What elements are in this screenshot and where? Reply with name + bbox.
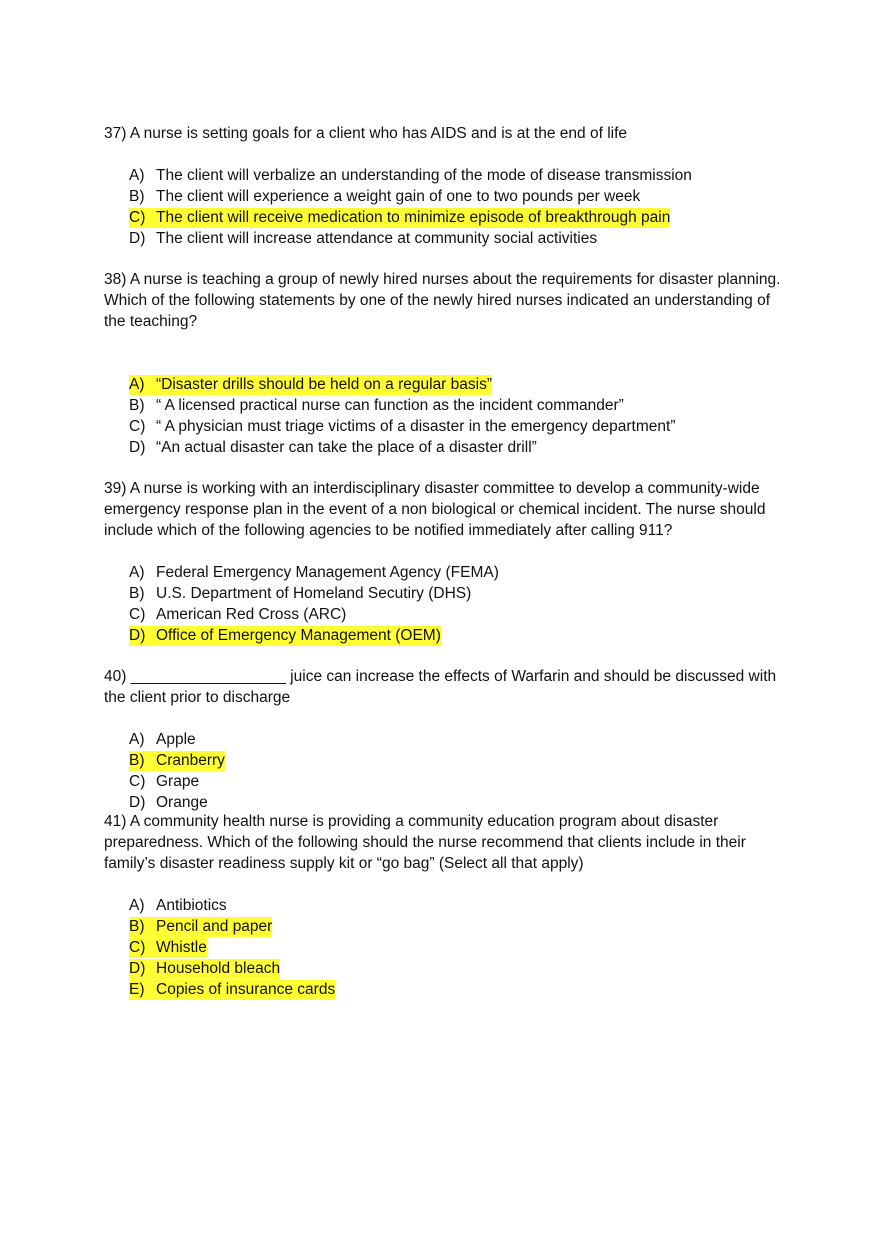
option-letter: C): [129, 606, 146, 623]
answer-option: [129, 958, 794, 979]
question-40: [104, 666, 794, 813]
answer-option: [129, 395, 794, 416]
answer-option: [129, 895, 794, 916]
option-letter: B): [129, 918, 145, 935]
option-letter: D): [129, 794, 146, 811]
option-letter: D): [129, 230, 146, 247]
option-text: “An actual disaster can take the place of a disaster drill”: [156, 439, 537, 456]
option-text: Pencil and paper: [156, 918, 273, 935]
option-text: Apple: [156, 731, 196, 748]
answer-option: [129, 937, 794, 958]
option-text: “ A licensed practical nurse can function as the incident commander”: [156, 397, 624, 414]
option-text: Copies of insurance cards: [156, 981, 336, 998]
option-text: The client will receive medication to minimize episode of breakthrough pain: [156, 209, 671, 226]
answer-option: [129, 771, 794, 792]
option-text: U.S. Department of Homeland Secutiry (DHS): [156, 585, 472, 602]
option-letter: D): [129, 627, 146, 644]
option-letter: A): [129, 731, 145, 748]
option-text: The client will increase attendance at community social activities: [156, 230, 598, 247]
answer-option: [129, 186, 794, 207]
option-text: The client will experience a weight gain of one to two pounds per week: [156, 188, 641, 205]
option-letter: B): [129, 585, 145, 602]
option-letter: A): [129, 897, 145, 914]
option-text: Grape: [156, 773, 200, 790]
question-stem: 40) __________________ juice can increase the effects of Warfarin and should be discussed with the client prior to discharge: [104, 668, 777, 706]
option-text: Whistle: [156, 939, 207, 956]
answer-option: [129, 583, 794, 604]
answer-options: [104, 374, 794, 458]
option-letter: E): [129, 981, 145, 998]
option-letter: A): [129, 167, 145, 184]
option-text: “Disaster drills should be held on a regular basis”: [156, 376, 492, 393]
option-letter: B): [129, 397, 145, 414]
option-text: Federal Emergency Management Agency (FEMA): [156, 564, 499, 581]
question-stem: 41) A community health nurse is providing a community education program about disaster preparedness. Which of the following should the nurse recommend that clients include in their family’s disaster readiness supply kit or “go bag” (Select all that apply): [104, 813, 746, 872]
option-letter: C): [129, 418, 146, 435]
answer-option: [129, 416, 794, 437]
answer-option: [129, 792, 794, 813]
answer-options: [104, 165, 794, 249]
option-text: Office of Emergency Management (OEM): [156, 627, 441, 644]
answer-option: [129, 374, 794, 395]
option-letter: D): [129, 960, 146, 977]
answer-option: [129, 729, 794, 750]
option-letter: A): [129, 564, 145, 581]
option-letter: C): [129, 773, 146, 790]
answer-option: [129, 625, 794, 646]
answer-option: [129, 165, 794, 186]
option-text: Cranberry: [156, 752, 225, 769]
answer-option: [129, 979, 794, 1000]
question-stem: 39) A nurse is working with an interdisciplinary disaster committee to develop a community-wide emergency response plan in the event of a non biological or chemical incident. The nurse should include which of the following agencies to be notified immediately after calling 911?: [104, 480, 766, 539]
question-38: [104, 269, 794, 458]
answer-options: [104, 729, 794, 813]
answer-options: [104, 895, 794, 1000]
option-text: Antibiotics: [156, 897, 227, 914]
option-text: Household bleach: [156, 960, 281, 977]
answer-option: [129, 437, 794, 458]
question-37: [104, 123, 794, 249]
option-letter: B): [129, 752, 145, 769]
question-39: [104, 478, 794, 646]
option-letter: B): [129, 188, 145, 205]
answer-options: [104, 562, 794, 646]
answer-option: [129, 750, 794, 771]
option-letter: C): [129, 939, 146, 956]
question-41: [104, 811, 794, 1000]
option-text: The client will verbalize an understanding of the mode of disease transmission: [156, 167, 692, 184]
option-text: “ A physician must triage victims of a disaster in the emergency department”: [156, 418, 676, 435]
option-text: Orange: [156, 794, 208, 811]
answer-option: [129, 562, 794, 583]
option-letter: D): [129, 439, 146, 456]
question-stem: 37) A nurse is setting goals for a client who has AIDS and is at the end of life: [104, 125, 628, 142]
answer-option: [129, 207, 794, 228]
option-text: American Red Cross (ARC): [156, 606, 347, 623]
answer-option: [129, 228, 794, 249]
option-letter: A): [129, 376, 145, 393]
question-stem: 38) A nurse is teaching a group of newly hired nurses about the requirements for disaster planning. Which of the following statements by one of the newly hired nurses indicated an understanding of the teaching?: [104, 271, 781, 330]
answer-option: [129, 916, 794, 937]
answer-option: [129, 604, 794, 625]
option-letter: C): [129, 209, 146, 226]
